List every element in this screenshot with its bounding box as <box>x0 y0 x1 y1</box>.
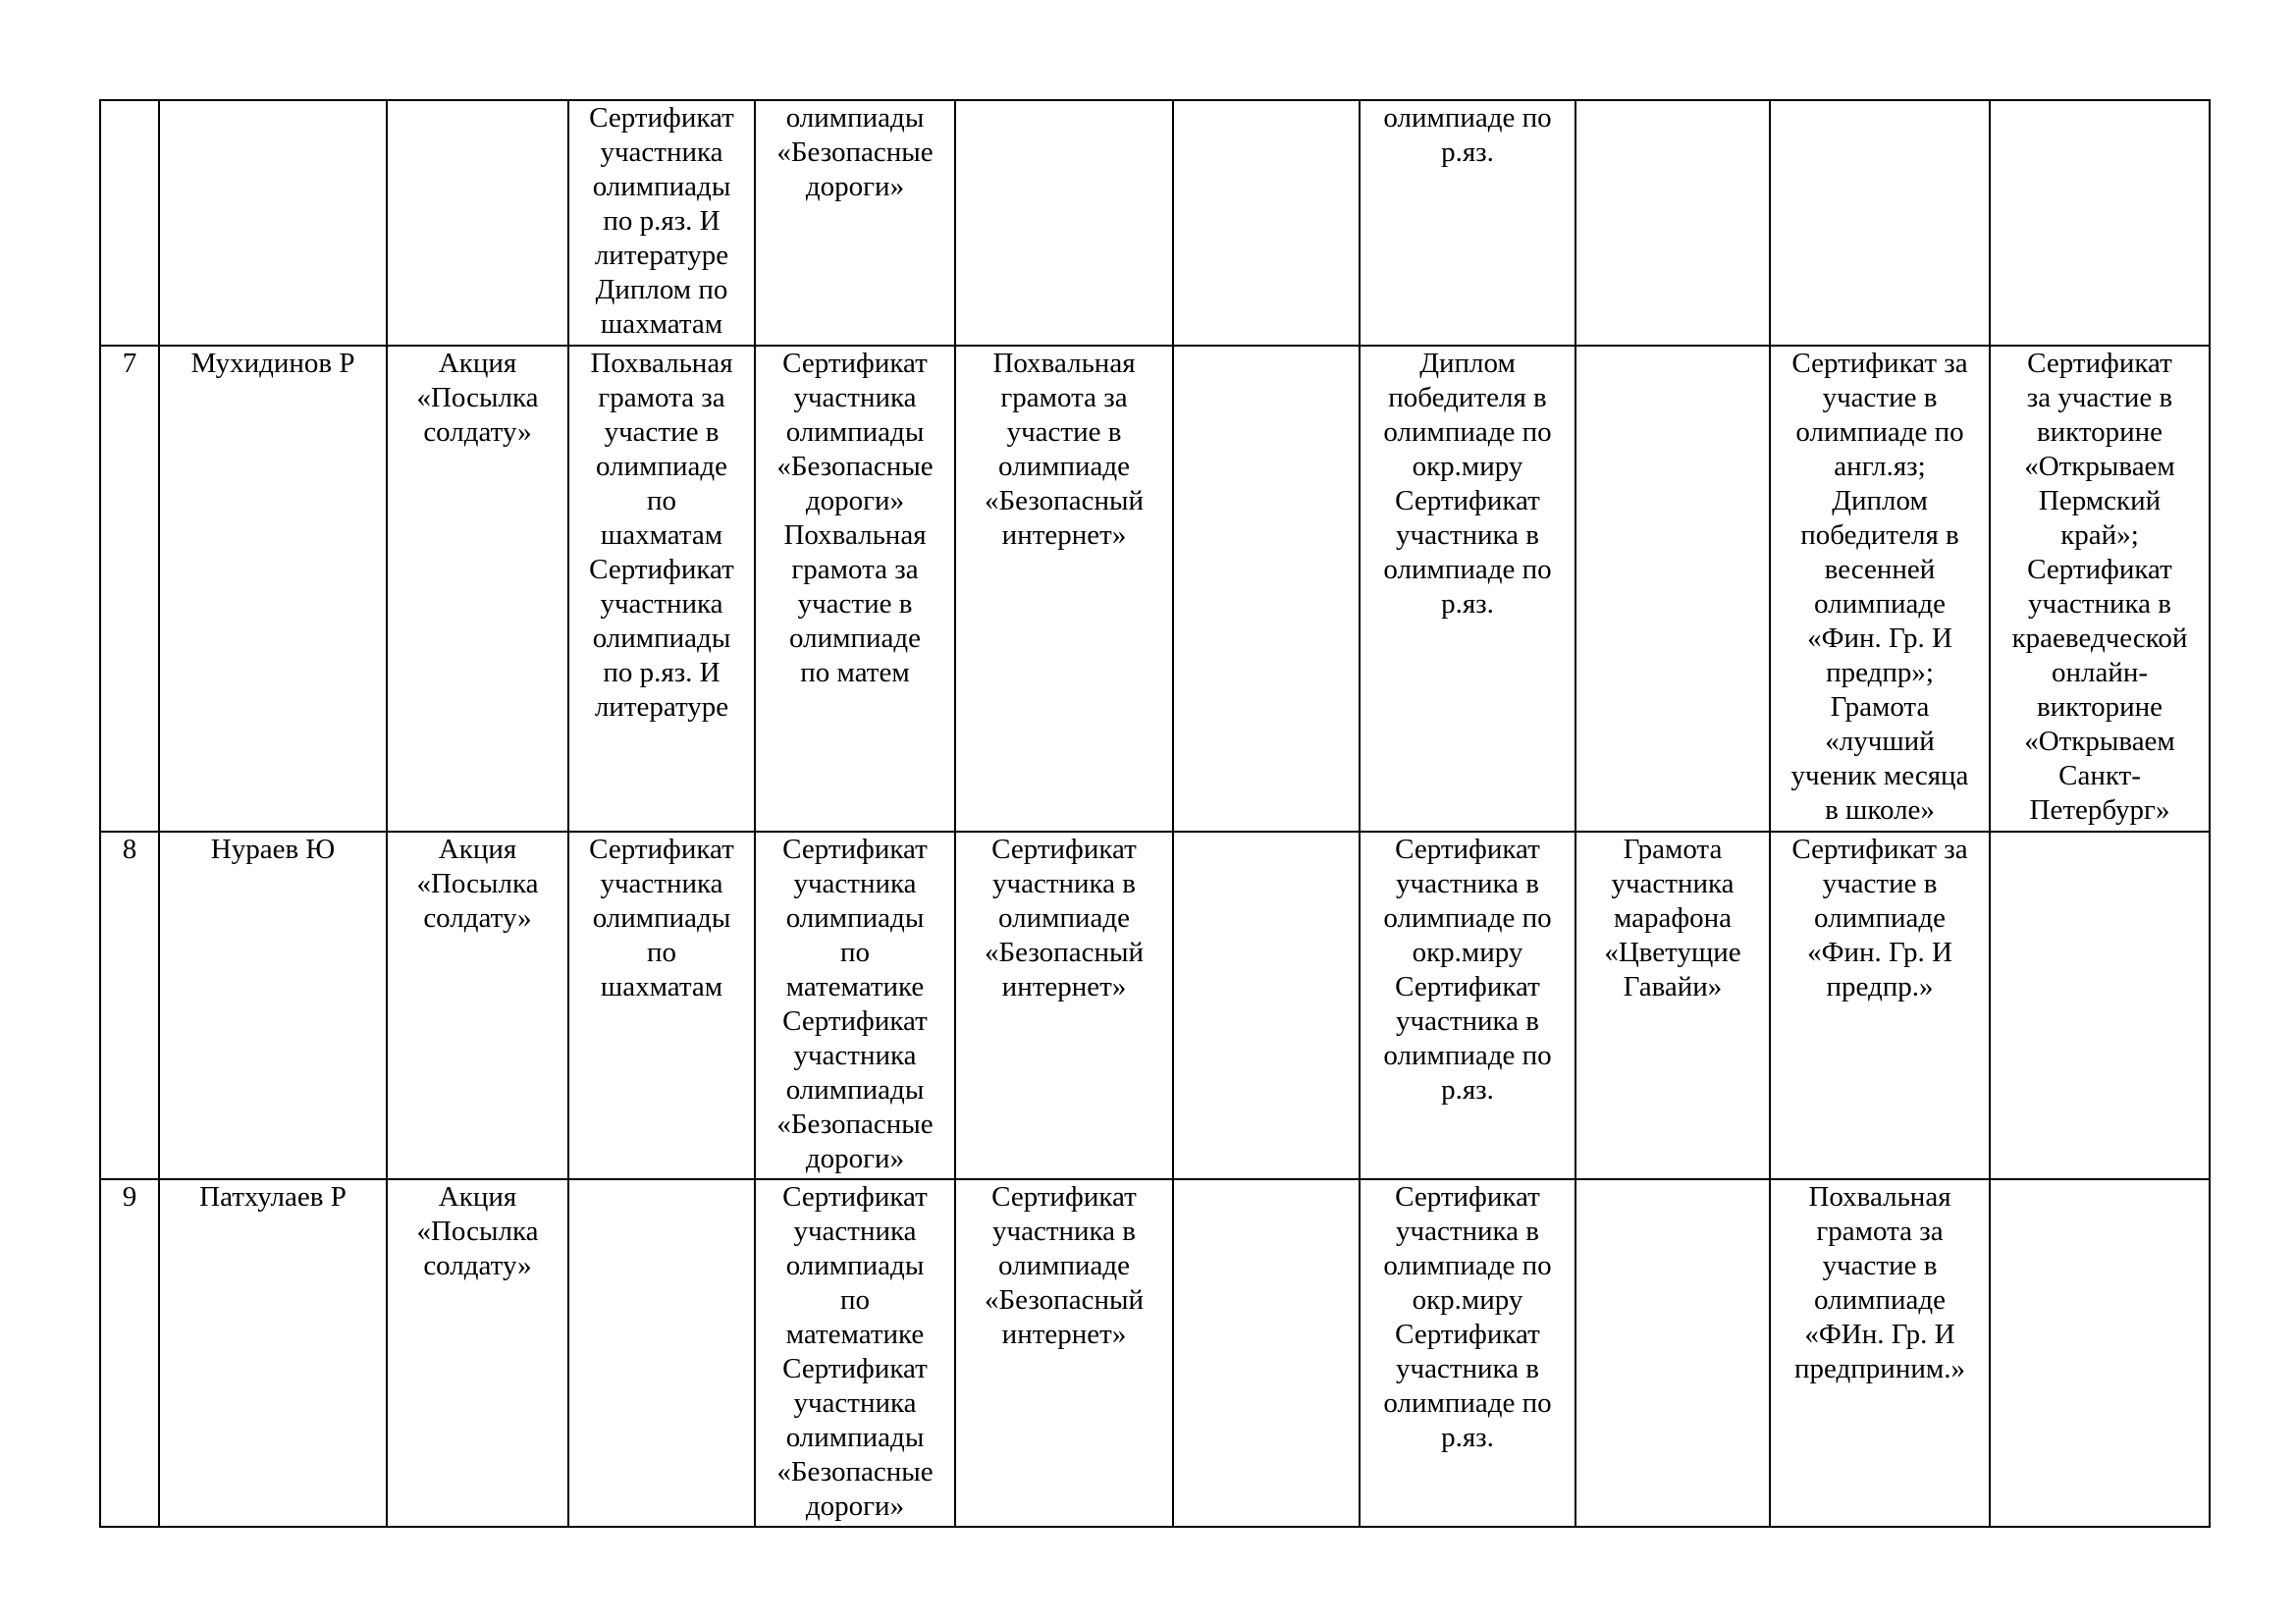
table-cell: Сертификат участника в олимпиаде «Безопасный интернет» <box>955 1179 1173 1527</box>
table-cell <box>1990 100 2210 346</box>
table-cell <box>1173 346 1360 832</box>
table-cell: Сертификат за участие в олимпиаде «Фин. Гр. И предпр.» <box>1770 832 1990 1179</box>
table-cell: Акция «Посылка солдату» <box>387 832 568 1179</box>
table-cell <box>955 100 1173 346</box>
table-row <box>100 1179 2210 1527</box>
table-cell <box>1575 100 1770 346</box>
table-cell: Сертификат участника олимпиады по шахматам <box>568 832 755 1179</box>
table-cell: Похвальная грамота за участие в олимпиаде «Безопасный интернет» <box>955 346 1173 832</box>
table-cell: Сертификат участника олимпиады по р.яз. И литературе Диплом по шахматам <box>568 100 755 346</box>
student-name-cell: Мухидинов Р <box>159 346 387 832</box>
table-cell <box>1990 832 2210 1179</box>
table-cell: Сертификат участника олимпиады по математике Сертификат участника олимпиады «Безопасные дороги» <box>755 1179 955 1527</box>
table-cell: Сертификат участника в олимпиаде «Безопасный интернет» <box>955 832 1173 1179</box>
table-cell: Сертификат за участие в олимпиаде по англ.яз; Диплом победителя в весенней олимпиаде «Фин. Гр. И предпр»; Грамота «лучший ученик месяца в школе» <box>1770 346 1990 832</box>
table-cell: Грамота участника марафона «Цветущие Гавайи» <box>1575 832 1770 1179</box>
table-cell: Сертификат участника олимпиады «Безопасные дороги» Похвальная грамота за участие в олимпиаде по матем <box>755 346 955 832</box>
table-cell: Сертификат участника олимпиады по математике Сертификат участника олимпиады «Безопасные дороги» <box>755 832 955 1179</box>
table-cell: Диплом победителя в олимпиаде по окр.миру Сертификат участника в олимпиаде по р.яз. <box>1360 346 1575 832</box>
row-number-cell: 8 <box>100 832 159 1179</box>
table-cell <box>1173 832 1360 1179</box>
row-number-cell <box>100 100 159 346</box>
row-number-cell: 9 <box>100 1179 159 1527</box>
table-cell <box>387 100 568 346</box>
row-number-cell: 7 <box>100 346 159 832</box>
achievements-table <box>99 99 2211 1528</box>
table-cell: Похвальная грамота за участие в олимпиаде «ФИн. Гр. И предприним.» <box>1770 1179 1990 1527</box>
table-cell: Похвальная грамота за участие в олимпиаде по шахматам Сертификат участника олимпиады по р.яз. И литературе <box>568 346 755 832</box>
student-name-cell: Нураев Ю <box>159 832 387 1179</box>
table-cell: олимпиаде по р.яз. <box>1360 100 1575 346</box>
table-cell <box>1990 1179 2210 1527</box>
table-cell <box>1173 1179 1360 1527</box>
table-cell <box>1173 100 1360 346</box>
student-name-cell: Патхулаев Р <box>159 1179 387 1527</box>
table-cell <box>568 1179 755 1527</box>
table-cell <box>1575 1179 1770 1527</box>
table-cell <box>1770 100 1990 346</box>
table-cell <box>1575 346 1770 832</box>
table-cell: Акция «Посылка солдату» <box>387 346 568 832</box>
table-row <box>100 346 2210 832</box>
table-cell: Сертификат участника в олимпиаде по окр.миру Сертификат участника в олимпиаде по р.яз. <box>1360 832 1575 1179</box>
student-name-cell <box>159 100 387 346</box>
table-cell: Сертификат за участие в викторине «Открываем Пермский край»; Сертификат участника в краеведческой онлайн- викторине «Открываем Санкт- Петербург» <box>1990 346 2210 832</box>
table-cell: Акция «Посылка солдату» <box>387 1179 568 1527</box>
table-cell: олимпиады «Безопасные дороги» <box>755 100 955 346</box>
table-cell: Сертификат участника в олимпиаде по окр.миру Сертификат участника в олимпиаде по р.яз. <box>1360 1179 1575 1527</box>
table-row <box>100 832 2210 1179</box>
table-row <box>100 100 2210 346</box>
